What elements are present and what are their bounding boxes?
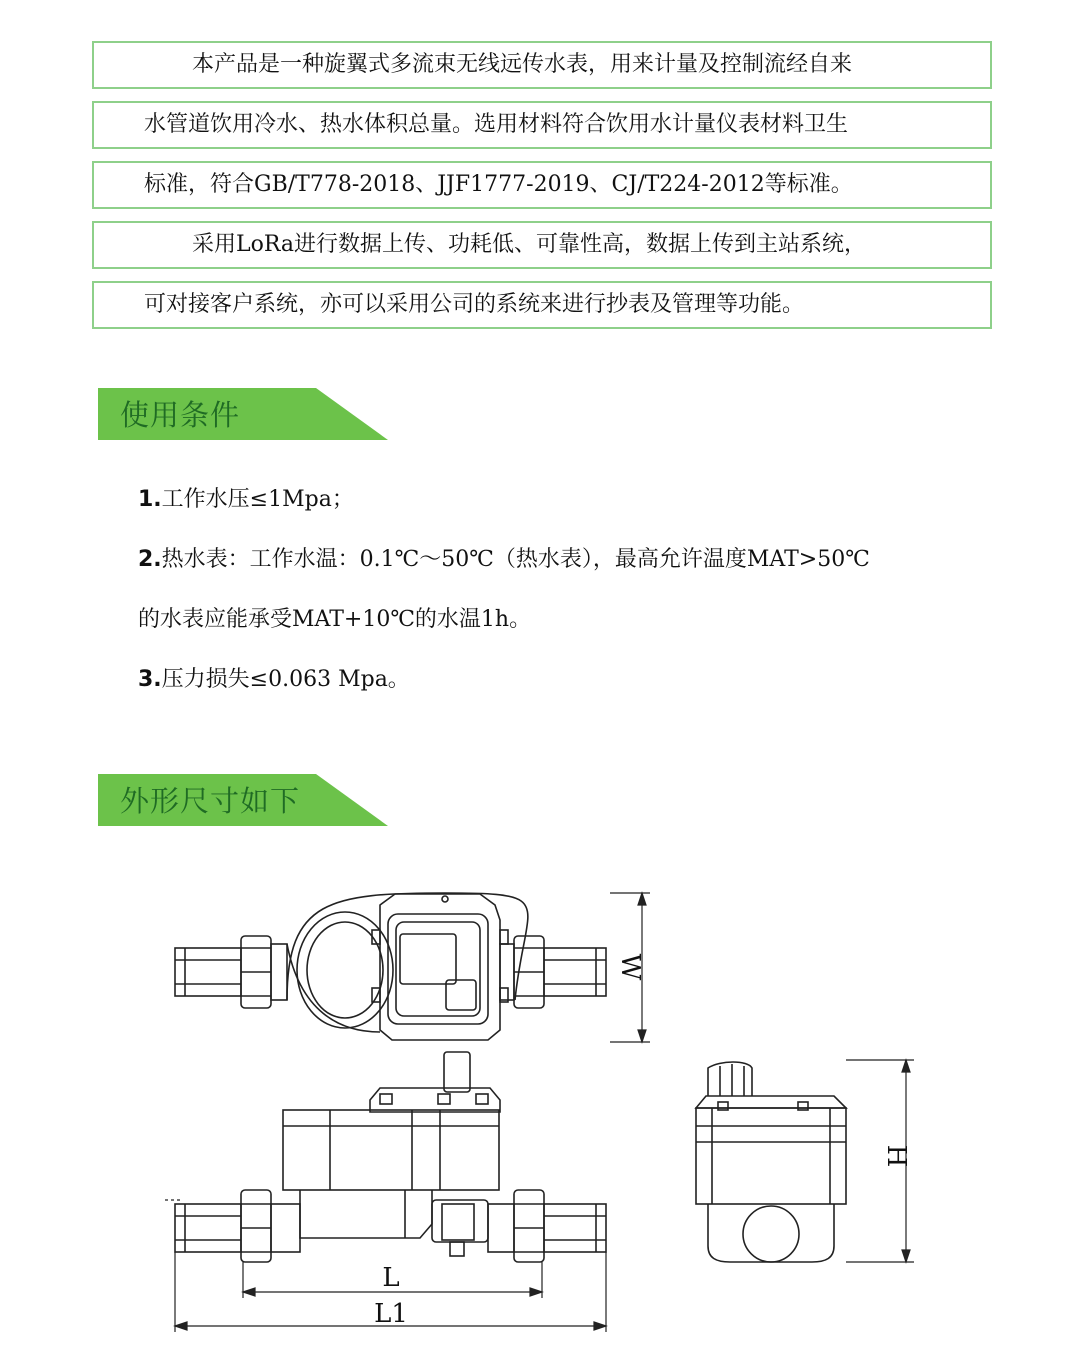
conditions-title: 使用条件: [120, 398, 241, 432]
intro-line-4: 采用LoRa进行数据上传、功耗低、可靠性高，数据上传到主站系统，: [92, 221, 992, 269]
intro-line-3: 标准，符合GB/T778-2018、JJF1777-2019、CJ/T224-2012等标准。: [92, 161, 992, 209]
side-view: [696, 1062, 846, 1262]
intro-line-2: 水管道饮用冷水、热水体积总量。选用材料符合饮用水计量仪表材料卫生: [92, 101, 992, 149]
top-view: [175, 893, 606, 1040]
condition-text: 的水表应能承受MAT+10℃的水温1h。: [138, 607, 532, 632]
condition-text: 压力损失≤0.063 Mpa。: [161, 667, 410, 692]
condition-number: 1.: [138, 487, 162, 512]
dimension-label-w: W: [615, 953, 645, 981]
condition-number: 3.: [138, 667, 162, 692]
dimension-label-l1: L1: [374, 1299, 408, 1329]
intro-line-5: 可对接客户系统，亦可以采用公司的系统来进行抄表及管理等功能。: [92, 281, 992, 329]
condition-number: 2.: [138, 547, 162, 572]
dimension-label-l: L: [382, 1263, 400, 1293]
intro-line-1: 本产品是一种旋翼式多流束无线远传水表，用来计量及控制流经自来: [92, 41, 992, 89]
condition-text: 工作水压≤1Mpa；: [161, 487, 354, 512]
condition-text: 热水表：工作水温：0.1℃～50℃（热水表），最高允许温度MAT>50℃: [161, 547, 870, 572]
front-view: [175, 1052, 606, 1262]
dimension-label-h: H: [881, 1144, 911, 1168]
dimensions-title: 外形尺寸如下: [120, 784, 301, 818]
